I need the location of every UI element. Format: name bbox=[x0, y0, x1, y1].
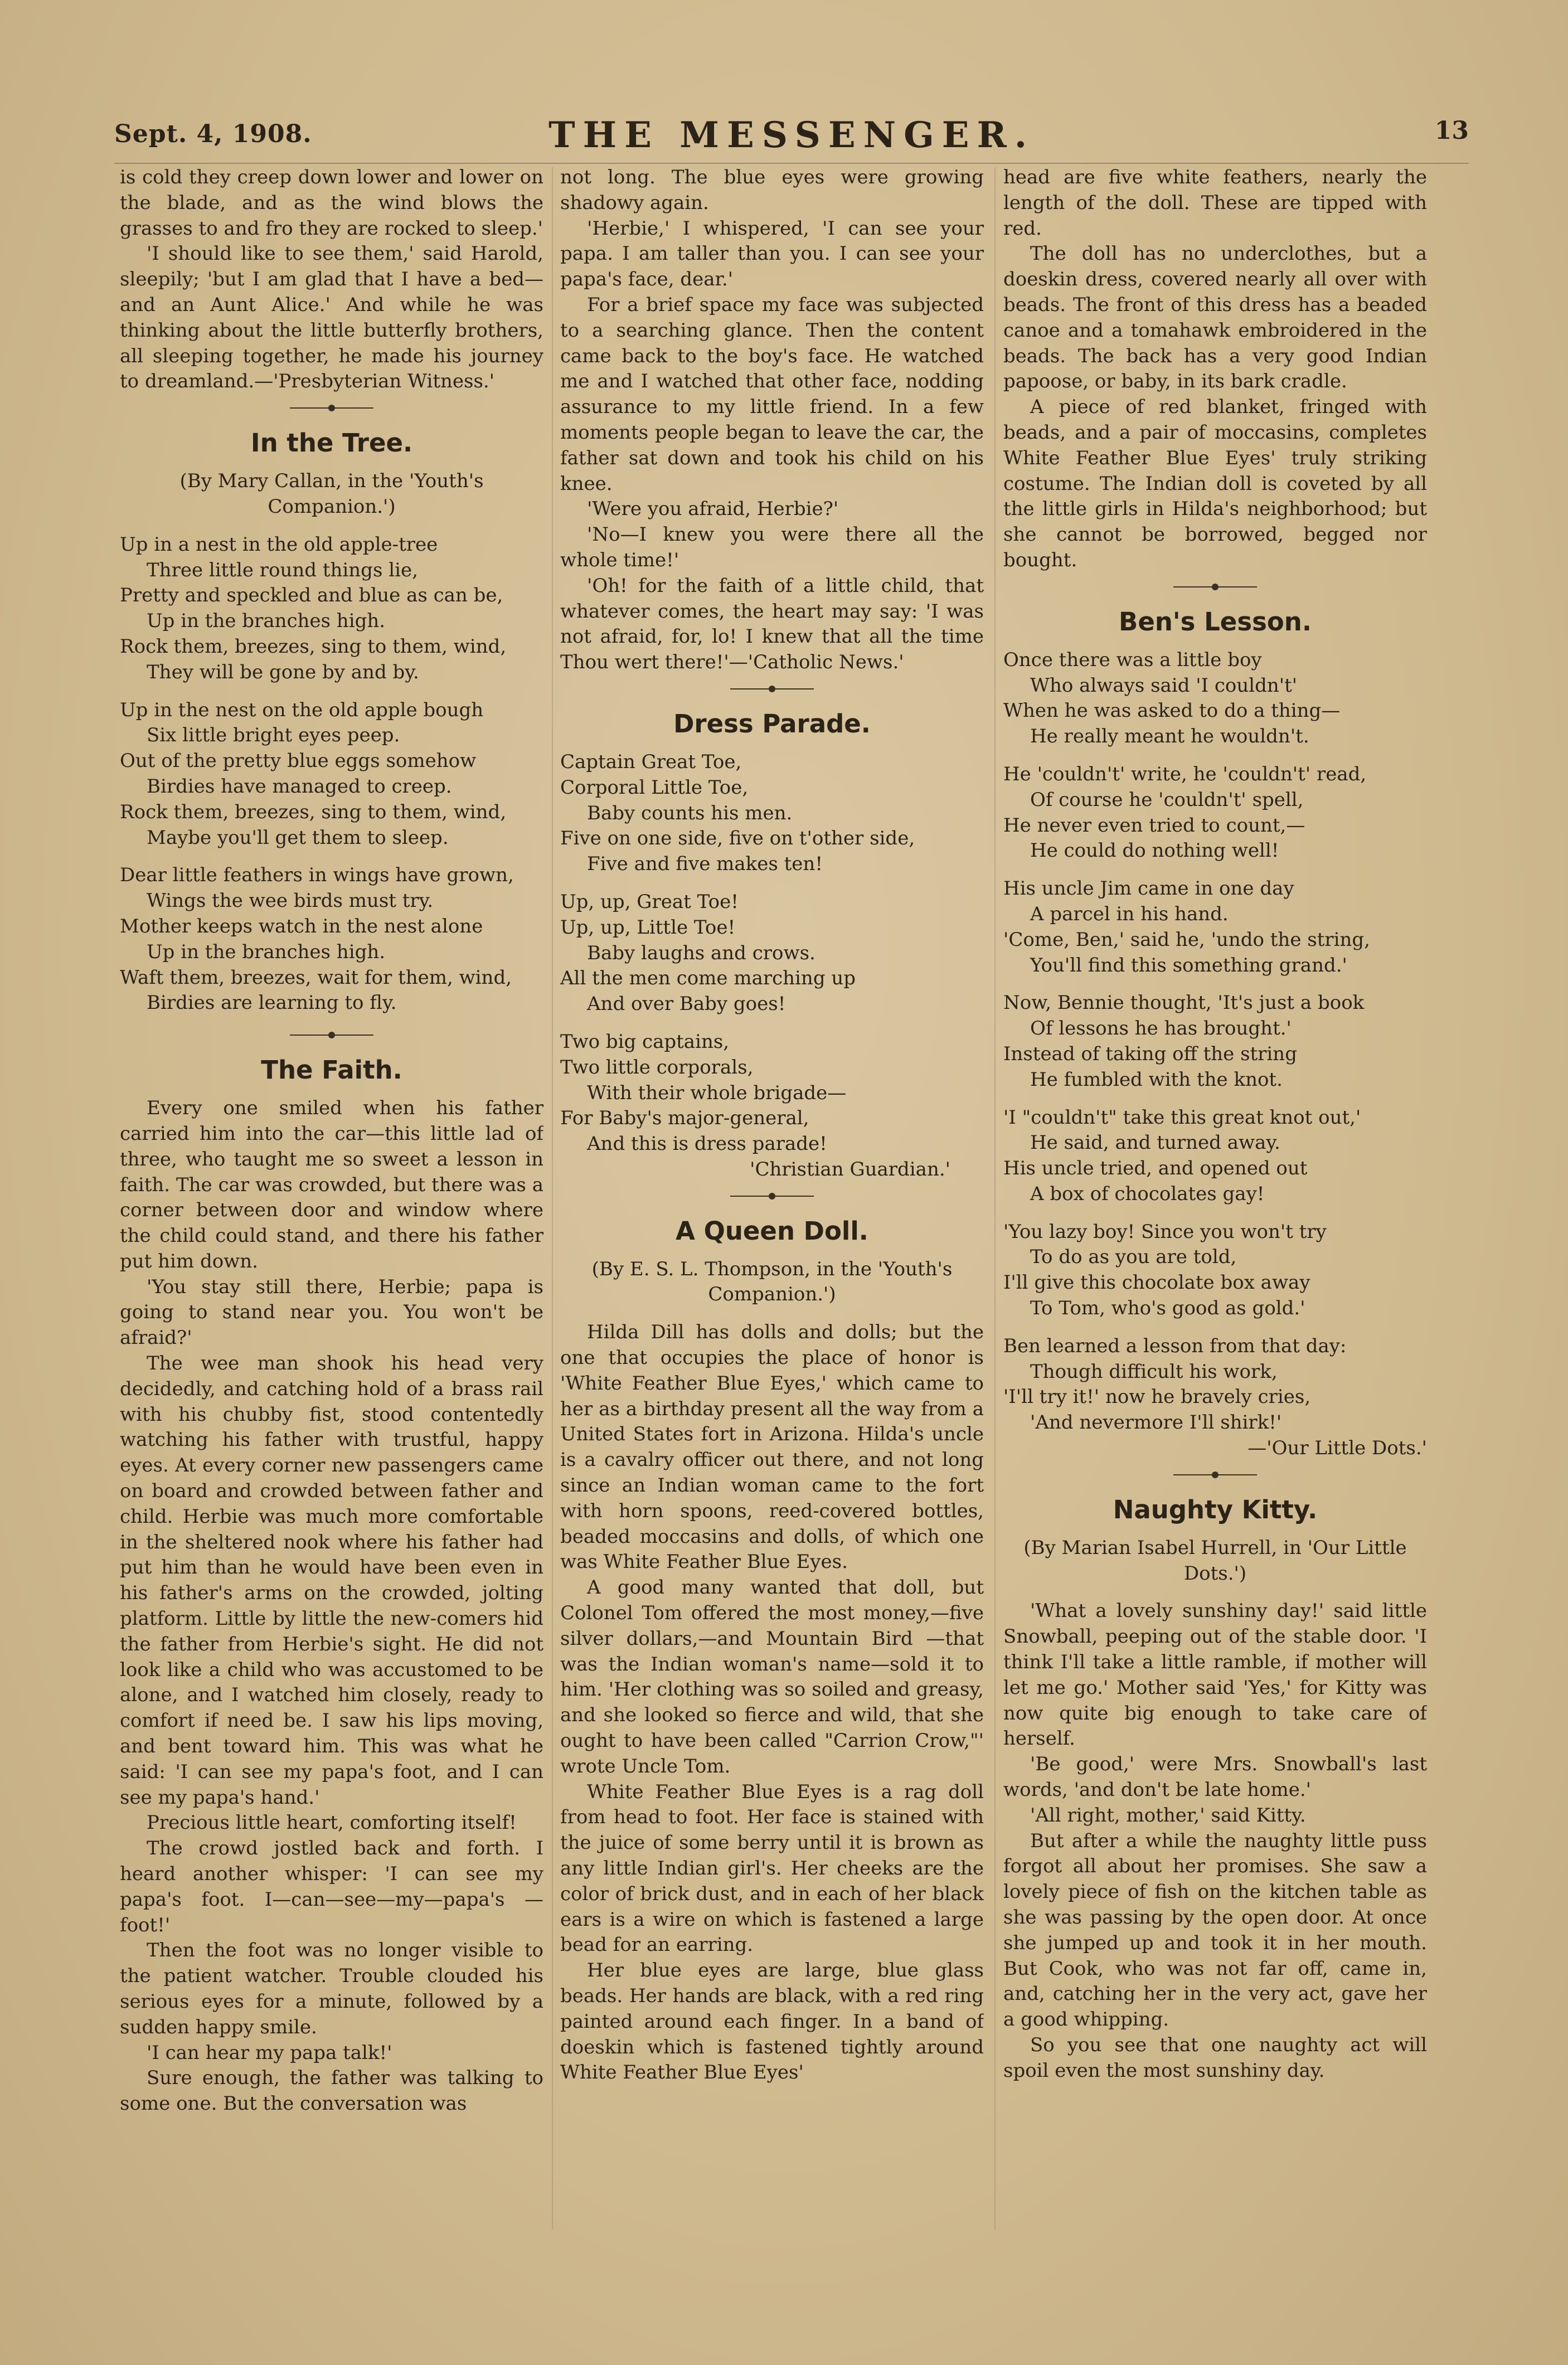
article-paragraph: Precious little heart, comforting itself! bbox=[147, 1812, 517, 1834]
byline: (By E. S. L. Thompson, in the 'Youth's Companion.') bbox=[591, 1257, 953, 1306]
poem-line: Now, Bennie thought, 'It's just a book bbox=[1003, 992, 1365, 1014]
poem-line: Six little bright eyes peep. bbox=[147, 724, 400, 747]
article-paragraph: 'Oh! for the faith of a little child, that whatever comes, the heart may say: 'I was not afraid, for, lo! I knew that all the time Thou wert there!'—'Catholic News.' bbox=[560, 574, 984, 674]
poem-line: Five and five makes ten! bbox=[587, 853, 823, 876]
poem-line: Captain Great Toe, bbox=[560, 750, 742, 773]
byline: (By Mary Callan, in the 'Youth's Companion.') bbox=[179, 470, 484, 518]
poem-line: Up in a nest in the old apple-tree bbox=[120, 533, 438, 556]
poem-title: In the Tree. bbox=[250, 428, 413, 458]
article-paragraph: Hilda Dill has dolls and dolls; but the one that occupies the place of honor is 'White Feather Blue Eyes,' which came to her as a birthday present all the way from a United States fort in Arizona. Hilda's uncle is a cavalry officer out there, and not long since an Indian woman came to the fort with horn spoons, reed-covered bottles, beaded moccasins and dolls, of which one was White Feather Blue Eyes. bbox=[560, 1321, 984, 1574]
poem-line: He 'couldn't' write, he 'couldn't' read, bbox=[1003, 763, 1367, 785]
source-credit: —'Our Little Dots.' bbox=[1247, 1437, 1427, 1460]
poem-line: When he was asked to do a thing— bbox=[1003, 700, 1341, 722]
poem-stanza bbox=[1003, 762, 1427, 864]
poem-line: Waft them, breezes, wait for them, wind, bbox=[120, 966, 512, 989]
poem-stanza bbox=[1003, 990, 1427, 1092]
poem-stanza bbox=[560, 1029, 984, 1157]
poem-line: 'I "couldn't" take this great knot out,' bbox=[1003, 1106, 1361, 1129]
poem-line: To do as you are told, bbox=[1030, 1246, 1237, 1269]
poem-line: Pretty and speckled and blue as can be, bbox=[120, 584, 503, 607]
page-header bbox=[114, 114, 1469, 159]
poem-line: Five on one side, five on t'other side, bbox=[560, 827, 915, 850]
section-divider bbox=[120, 401, 543, 415]
poem-line: For Baby's major-general, bbox=[560, 1107, 809, 1130]
poem-line: Ben learned a lesson from that day: bbox=[1003, 1334, 1347, 1357]
poem-line: Baby laughs and crows. bbox=[587, 941, 815, 964]
article-paragraph: Her blue eyes are large, blue glass beads. Her hands are black, with a red ring painted around each finger. In a band of doeskin which is fastened tightly around White Feather Blue Eyes' bbox=[560, 1959, 984, 2084]
article-paragraph: 'Were you afraid, Herbie?' bbox=[587, 498, 839, 521]
poem-stanza bbox=[1003, 648, 1427, 750]
poem-line: Though difficult his work, bbox=[1030, 1360, 1278, 1383]
poem-stanza bbox=[1003, 1220, 1427, 1322]
poem-line: Two big captains, bbox=[560, 1030, 730, 1053]
poem-line: Two little corporals, bbox=[560, 1056, 754, 1079]
article-paragraph: 'No—I knew you were there all the whole time!' bbox=[560, 523, 984, 571]
article-paragraph: But after a while the naughty little puss forgot all about her promises. She saw a lovely piece of fish on the kitchen table as she was passing by the open door. At once she jumped up and took it in her mouth. But Cook, who was not far off, came in, and, catching her in the very act, gave her a good whipping. bbox=[1003, 1829, 1427, 2031]
poem-stanza bbox=[1003, 1105, 1427, 1207]
poem-line: Three little round things lie, bbox=[147, 559, 418, 581]
article-title: The Faith. bbox=[261, 1055, 402, 1085]
article-paragraph: 'Be good,' were Mrs. Snowball's last words, 'and don't be late home.' bbox=[1003, 1753, 1427, 1801]
column-divider bbox=[552, 167, 553, 2230]
column-2 bbox=[560, 165, 984, 2227]
issue-date: Sept. 4, 1908. bbox=[114, 120, 312, 148]
poem-line: Up in the branches high. bbox=[147, 610, 386, 633]
poem-line: A box of chocolates gay! bbox=[1030, 1182, 1265, 1205]
article-paragraph: The doll has no underclothes, but a doeskin dress, covered nearly all over with beads. The front of this dress has a beaded canoe and a tomahawk embroidered in the beads. The back has a very good Indian papoose, or baby, in its bark cradle. bbox=[1003, 242, 1427, 393]
poem-line: Birdies have managed to creep. bbox=[147, 775, 452, 798]
poem-stanza bbox=[120, 863, 543, 1016]
byline: (By Marian Isabel Hurrell, in 'Our Little Dots.') bbox=[1023, 1536, 1407, 1585]
poem-line: With their whole brigade— bbox=[587, 1081, 847, 1104]
article-paragraph: White Feather Blue Eyes is a rag doll from head to foot. Her face is stained with the juice of some berry until it is brown as any little Indian girl's. Her cheeks are the color of brick dust, and in each of her black ears is a wire on which is fastened a large bead for an earring. bbox=[560, 1780, 984, 1956]
article-paragraph: is cold they creep down lower and lower on the blade, and as the wind blows the grasses to and fro they are rocked to sleep.' bbox=[120, 166, 543, 240]
poem-title: Ben's Lesson. bbox=[1119, 606, 1312, 637]
poem-line: He never even tried to count,— bbox=[1003, 814, 1305, 837]
article-title: A Queen Doll. bbox=[676, 1216, 868, 1246]
section-divider bbox=[1003, 1468, 1427, 1482]
poem-line: 'You lazy boy! Since you won't try bbox=[1003, 1220, 1327, 1243]
article-paragraph: The crowd jostled back and forth. I heard another whisper: 'I can see my papa's foot. I—can—see—my—papa's —foot!' bbox=[120, 1837, 543, 1936]
poem-line: I'll give this chocolate box away bbox=[1003, 1271, 1310, 1294]
article-paragraph: 'All right, mother,' said Kitty. bbox=[1030, 1804, 1306, 1827]
article-paragraph: 'I can hear my papa talk!' bbox=[147, 2041, 392, 2064]
poem-stanza bbox=[1003, 876, 1427, 978]
section-divider bbox=[560, 682, 984, 696]
poem-line: Baby counts his men. bbox=[587, 802, 793, 824]
poem-line: Dear little feathers in wings have grown, bbox=[120, 864, 514, 887]
article-paragraph: A piece of red blanket, fringed with beads, and a pair of moccasins, completes White Feather Blue Eyes' truly striking costume. The Indian doll is coveted by all the little girls in Hilda's neighborhood; but she cannot be borrowed, begged nor bought. bbox=[1003, 396, 1427, 571]
poem-line: 'Come, Ben,' said he, 'undo the string, bbox=[1003, 928, 1370, 951]
poem-line: All the men come marching up bbox=[560, 967, 856, 990]
article-paragraph: Sure enough, the father was talking to some one. But the conversation was bbox=[120, 2067, 543, 2115]
poem-stanza bbox=[560, 890, 984, 1017]
poem-line: Who always said 'I couldn't' bbox=[1030, 674, 1298, 697]
masthead-title: THE MESSENGER. bbox=[548, 114, 1035, 156]
poem-line: He could do nothing well! bbox=[1030, 839, 1279, 862]
poem-line: Up in the nest on the old apple bough bbox=[120, 698, 484, 721]
poem-line: He fumbled with the knot. bbox=[1030, 1068, 1283, 1091]
poem-line: Rock them, breezes, sing to them, wind, bbox=[120, 800, 507, 823]
poem-stanza bbox=[120, 698, 543, 851]
poem-stanza bbox=[560, 750, 984, 877]
article-paragraph: not long. The blue eyes were growing shadowy again. bbox=[560, 166, 984, 214]
article-paragraph: head are five white feathers, nearly the length of the doll. These are tipped with red. bbox=[1003, 166, 1427, 240]
section-divider bbox=[560, 1189, 984, 1203]
article-paragraph: 'You stay still there, Herbie; papa is going to stand near you. You won't be afraid?' bbox=[120, 1275, 543, 1349]
poem-line: Out of the pretty blue eggs somehow bbox=[120, 750, 477, 773]
poem-line: Once there was a little boy bbox=[1003, 648, 1262, 671]
poem-line: Up in the branches high. bbox=[147, 940, 386, 963]
article-paragraph: Then the foot was no longer visible to the patient watcher. Trouble clouded his serious eyes for a minute, followed by a sudden happy smile. bbox=[120, 1939, 543, 2038]
poem-line: Of course he 'couldn't' spell, bbox=[1030, 788, 1304, 811]
poem-line: Corporal Little Toe, bbox=[560, 776, 749, 799]
poem-line: Instead of taking off the string bbox=[1003, 1042, 1297, 1065]
poem-line: Mother keeps watch in the nest alone bbox=[120, 915, 483, 938]
article-paragraph: 'Herbie,' I whispered, 'I can see your papa. I am taller than you. I can see your papa's face, dear.' bbox=[560, 217, 984, 291]
section-divider bbox=[1003, 580, 1427, 594]
article-paragraph: So you see that one naughty act will spoil even the most sunshiny day. bbox=[1003, 2034, 1427, 2082]
poem-line: And over Baby goes! bbox=[587, 993, 786, 1016]
poem-line: He really meant he wouldn't. bbox=[1030, 725, 1309, 748]
poem-line: Maybe you'll get them to sleep. bbox=[147, 826, 449, 849]
article-paragraph: 'What a lovely sunshiny day!' said little Snowball, peeping out of the stable door. 'I think I'll take a little ramble, if mother will let me go.' Mother said 'Yes,' for Kitty was now quite big enough to take care of herself. bbox=[1003, 1600, 1427, 1750]
poem-line: To Tom, who's good as gold.' bbox=[1030, 1297, 1305, 1320]
poem-line: Of lessons he has brought.' bbox=[1030, 1017, 1292, 1040]
article-paragraph: For a brief space my face was subjected to a searching glance. Then the content came back to the boy's face. He watched me and I watched that other face, nodding assurance to my little friend. In a few moments people began to leave the car, the father sat down and took his child on his knee. bbox=[560, 293, 984, 495]
article-paragraph: A good many wanted that doll, but Colonel Tom offered the most money,—five silver dollars,—and Mountain Bird —that was the Indian woman's name—sold it to him. 'Her clothing was so soiled and greasy, and she looked so fierce and wild, that she ought to have been called "Carrion Crow,"' wrote Uncle Tom. bbox=[560, 1576, 984, 1778]
poem-line: You'll find this something grand.' bbox=[1030, 954, 1347, 977]
page-number: 13 bbox=[1434, 116, 1469, 145]
poem-line: He said, and turned away. bbox=[1030, 1131, 1280, 1154]
article-paragraph: 'I should like to see them,' said Harold, sleepily; 'but I am glad that I have a bed—and an Aunt Alice.' And while he was thinking about the little butterfly brothers, all sleeping together, he made his journey to dreamland.—'Presbyterian Witness.' bbox=[120, 242, 543, 393]
poem-stanza bbox=[120, 532, 543, 686]
source-credit: 'Christian Guardian.' bbox=[750, 1158, 950, 1181]
poem-line: Birdies are learning to fly. bbox=[147, 992, 397, 1014]
poem-line: His uncle Jim came in one day bbox=[1003, 877, 1294, 900]
poem-line: And this is dress parade! bbox=[587, 1133, 827, 1155]
article-paragraph: The wee man shook his head very decidedly, and catching hold of a brass rail with his chubby fist, stood contentedly watching his father with trustful, happy eyes. At every corner new passengers came on board and crowded between father and child. Herbie was much more comfortable in the sheltered nook where his father had put him than he would have been even in his father's arms on the crowded, jolting platform. Little by little the new-comers hid the father from Herbie's sight. He did not look like a child who was accustomed to be alone, and I watched him closely, ready to comfort if need be. I saw his lips moving, and bent toward him. This was what he said: 'I can see my papa's foot, and I can see my papa's hand.' bbox=[120, 1352, 543, 1809]
poem-line: Rock them, breezes, sing to them, wind, bbox=[120, 635, 507, 658]
section-divider bbox=[120, 1028, 543, 1042]
article-paragraph: Every one smiled when his father carried him into the car—this little lad of three, who taught me so sweet a lesson in faith. The car was crowded, but there was a corner between door and window where the child could stand, and there his father put him down. bbox=[120, 1097, 543, 1273]
poem-line: 'And nevermore I'll shirk!' bbox=[1030, 1411, 1282, 1434]
column-divider bbox=[994, 167, 996, 2230]
poem-line: Wings the wee birds must try. bbox=[147, 890, 434, 912]
poem-line: 'I'll try it!' now he bravely cries, bbox=[1003, 1386, 1311, 1409]
poem-title: Dress Parade. bbox=[673, 708, 871, 739]
poem-stanza bbox=[1003, 1334, 1427, 1436]
poem-line: Up, up, Great Toe! bbox=[560, 890, 739, 913]
column-3 bbox=[1003, 165, 1427, 2227]
poem-line: They will be gone by and by. bbox=[147, 661, 419, 683]
column-1 bbox=[120, 165, 543, 2227]
header-rule bbox=[114, 163, 1469, 164]
poem-line: A parcel in his hand. bbox=[1030, 902, 1229, 925]
poem-line: Up, up, Little Toe! bbox=[560, 916, 736, 939]
poem-line: His uncle tried, and opened out bbox=[1003, 1157, 1308, 1180]
article-title: Naughty Kitty. bbox=[1113, 1494, 1318, 1524]
